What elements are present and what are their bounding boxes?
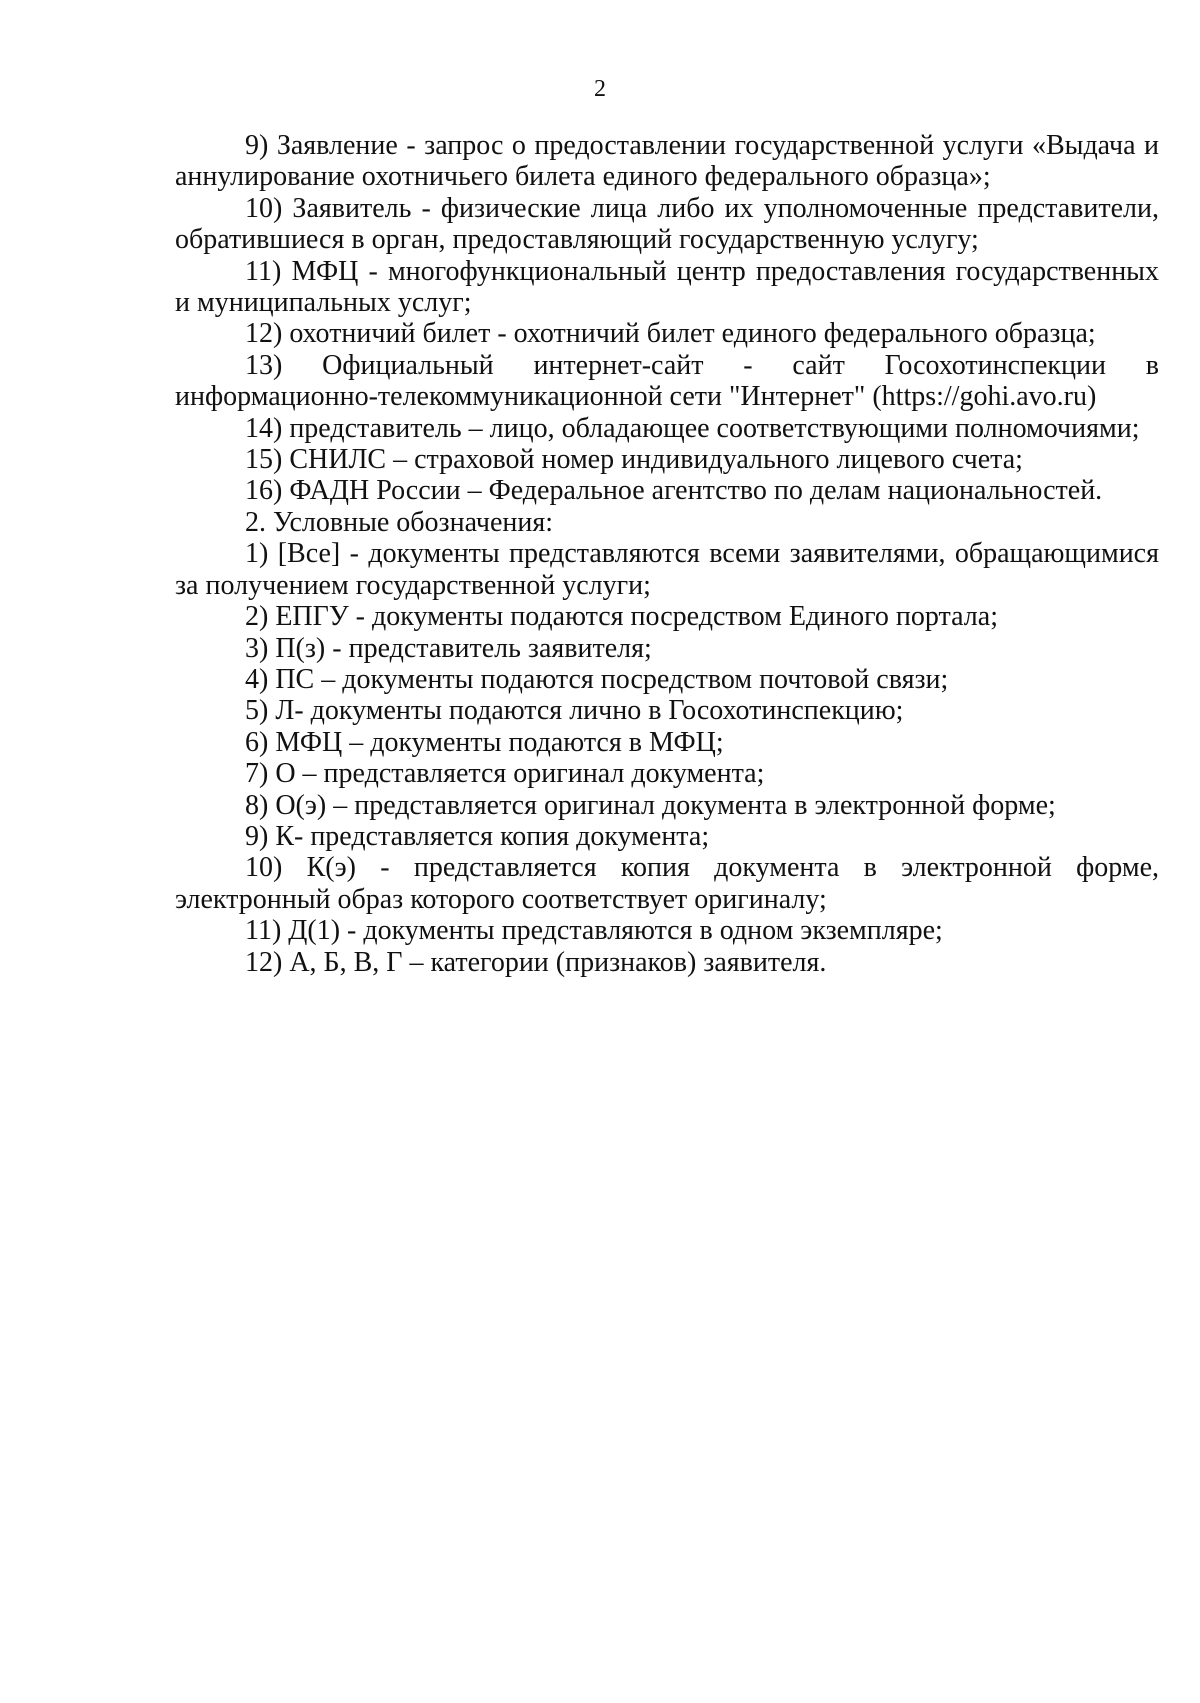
convention-item-4: 4) ПС – документы подаются посредством почтовой связи; bbox=[245, 663, 949, 695]
page-number: 2 bbox=[594, 76, 606, 102]
definition-item-11: 11) МФЦ - многофункциональный центр предоставления государственных и муниципальных услуг; bbox=[175, 255, 1159, 319]
convention-item-9: 9) К- представляется копия документа; bbox=[245, 820, 710, 852]
definition-item-16: 16) ФАДН России – Федеральное агентство по делам национальностей. bbox=[245, 475, 1103, 507]
section-heading-conventions: 2. Условные обозначения: bbox=[245, 506, 554, 538]
convention-item-1: 1) [Все] - документы представляются всеми заявителями, обращающимися за получением государственной услуги; bbox=[175, 538, 1159, 601]
definition-item-15: 15) СНИЛС – страховой номер индивидуального лицевого счета; bbox=[245, 444, 1023, 476]
definition-item-12: 12) охотничий билет - охотничий билет единого федерального образца; bbox=[245, 318, 1096, 350]
convention-item-11: 11) Д(1) - документы представляются в одном экземпляре; bbox=[245, 915, 943, 947]
convention-item-12: 12) А, Б, В, Г – категории (признаков) заявителя. bbox=[245, 946, 827, 978]
convention-item-3: 3) П(з) - представитель заявителя; bbox=[245, 632, 652, 664]
convention-item-6: 6) МФЦ – документы подаются в МФЦ; bbox=[245, 726, 724, 758]
document-body bbox=[175, 130, 1159, 978]
definition-item-10: 10) Заявитель - физические лица либо их уполномоченные представители, обратившиеся в орган, предоставляющий государственную услугу; bbox=[175, 192, 1159, 256]
convention-item-7: 7) О – представляется оригинал документа; bbox=[245, 758, 765, 790]
convention-item-10: 10) К(э) - представляется копия документа в электронной форме, электронный образ которого соответствует оригиналу; bbox=[175, 852, 1159, 915]
definition-item-9: 9) Заявление - запрос о предоставлении государственной услуги «Выдача и аннулирование охотничьего билета единого федерального образца»; bbox=[175, 130, 1159, 193]
definition-item-13: 13) Официальный интернет-сайт - сайт Госохотинспекции в информационно-телекоммуникационной сети "Интернет" (https://gohi.avo.ru) bbox=[175, 349, 1159, 413]
convention-item-8: 8) О(э) – представляется оригинал документа в электронной форме; bbox=[245, 789, 1056, 821]
convention-item-2: 2) ЕПГУ - документы подаются посредством Единого портала; bbox=[245, 601, 998, 633]
convention-item-5: 5) Л- документы подаются лично в Госохотинспекцию; bbox=[245, 695, 904, 727]
definition-item-14: 14) представитель – лицо, обладающее соответствующими полномочиями; bbox=[245, 412, 1140, 444]
